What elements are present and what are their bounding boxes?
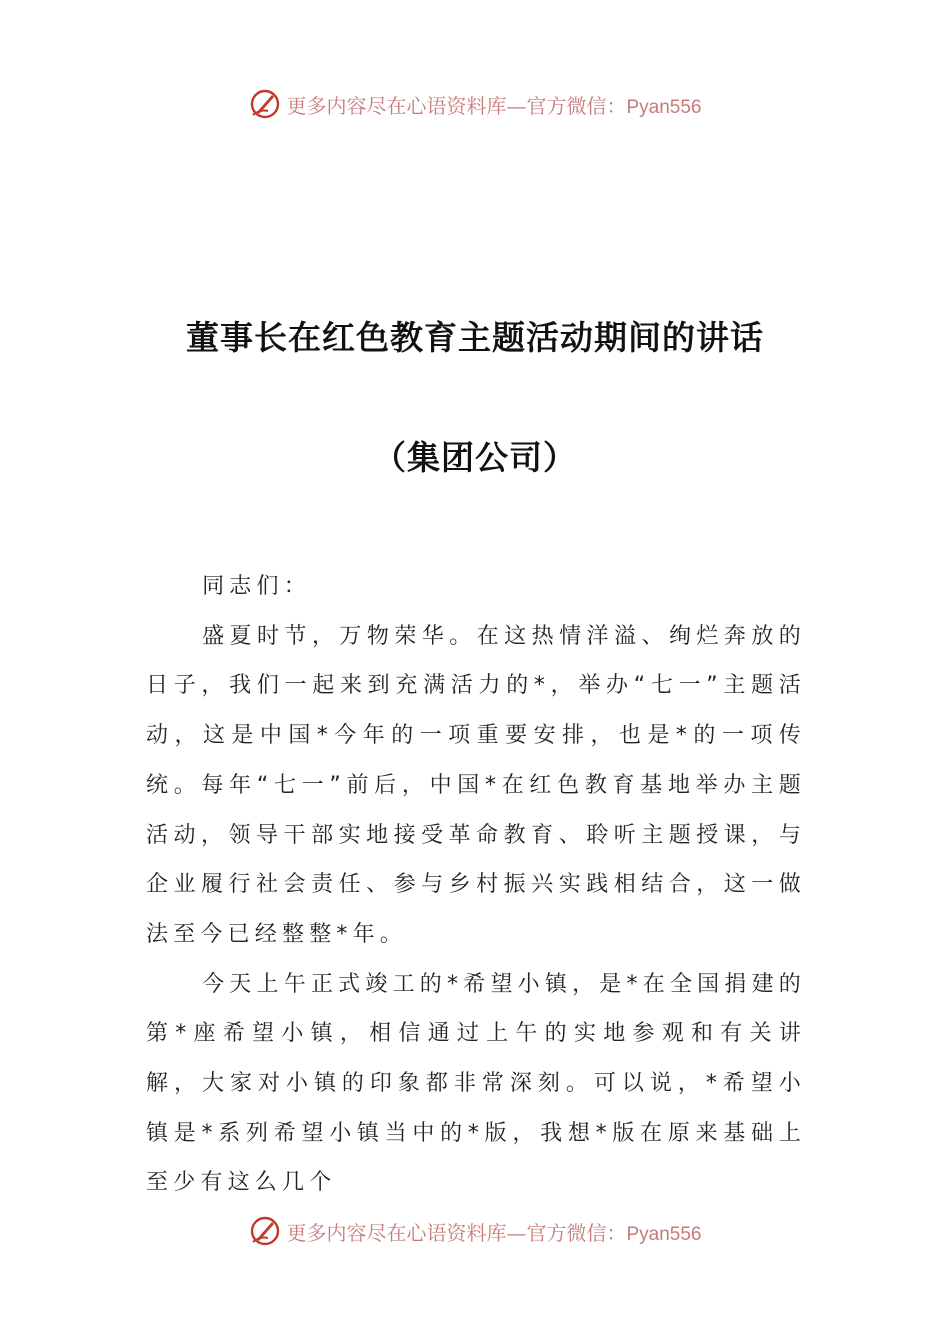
watermark-site: 更多内容尽在心语资料库 [286, 1220, 507, 1245]
watermark-text [286, 90, 701, 119]
watermark-wechat-label: 官方微信： [526, 93, 627, 118]
watermark-wechat-id: Pyan556 [626, 96, 702, 118]
watermark-separator: — [506, 93, 527, 118]
document-body [146, 562, 806, 1208]
watermark-wechat-label: 官方微信： [526, 1220, 627, 1245]
paragraph-2: 今天上午正式竣工的*希望小镇，是*在全国捐建的第*座希望小镇，相信通过上午的实地参观和有关讲解，大家对小镇的印象都非常深刻。可以说，*希望小镇是*系列希望小镇当中的*版，我想*版在原来基础上至少有这么几个 [146, 971, 806, 1196]
watermark-text [286, 1217, 701, 1246]
watermark-wechat-id: Pyan556 [626, 1223, 702, 1245]
footer-watermark [0, 1213, 950, 1249]
watermark-site: 更多内容尽在心语资料库 [286, 93, 507, 118]
header-watermark [0, 86, 950, 122]
quill-pen-logo-icon [248, 1214, 282, 1248]
paragraph-1: 盛夏时节，万物荣华。在这热情洋溢、绚烂奔放的日子，我们一起来到充满活力的*，举办“七一”主题活动，这是中国*今年的一项重要安排，也是*的一项传统。每年“七一”前后，中国*在红色教育基地举办主题活动，领导干部实地接受革命教育、聆听主题授课，与企业履行社会责任、参与乡村振兴实践相结合，这一做法至今已经整整*年。 [146, 623, 806, 947]
quill-pen-logo-icon [248, 87, 282, 121]
salutation: 同志们： [202, 574, 311, 599]
document-title: 董事长在红色教育主题活动期间的讲话 [186, 318, 764, 357]
watermark-separator: — [506, 1220, 527, 1245]
document-subtitle: （集团公司） [373, 438, 577, 477]
